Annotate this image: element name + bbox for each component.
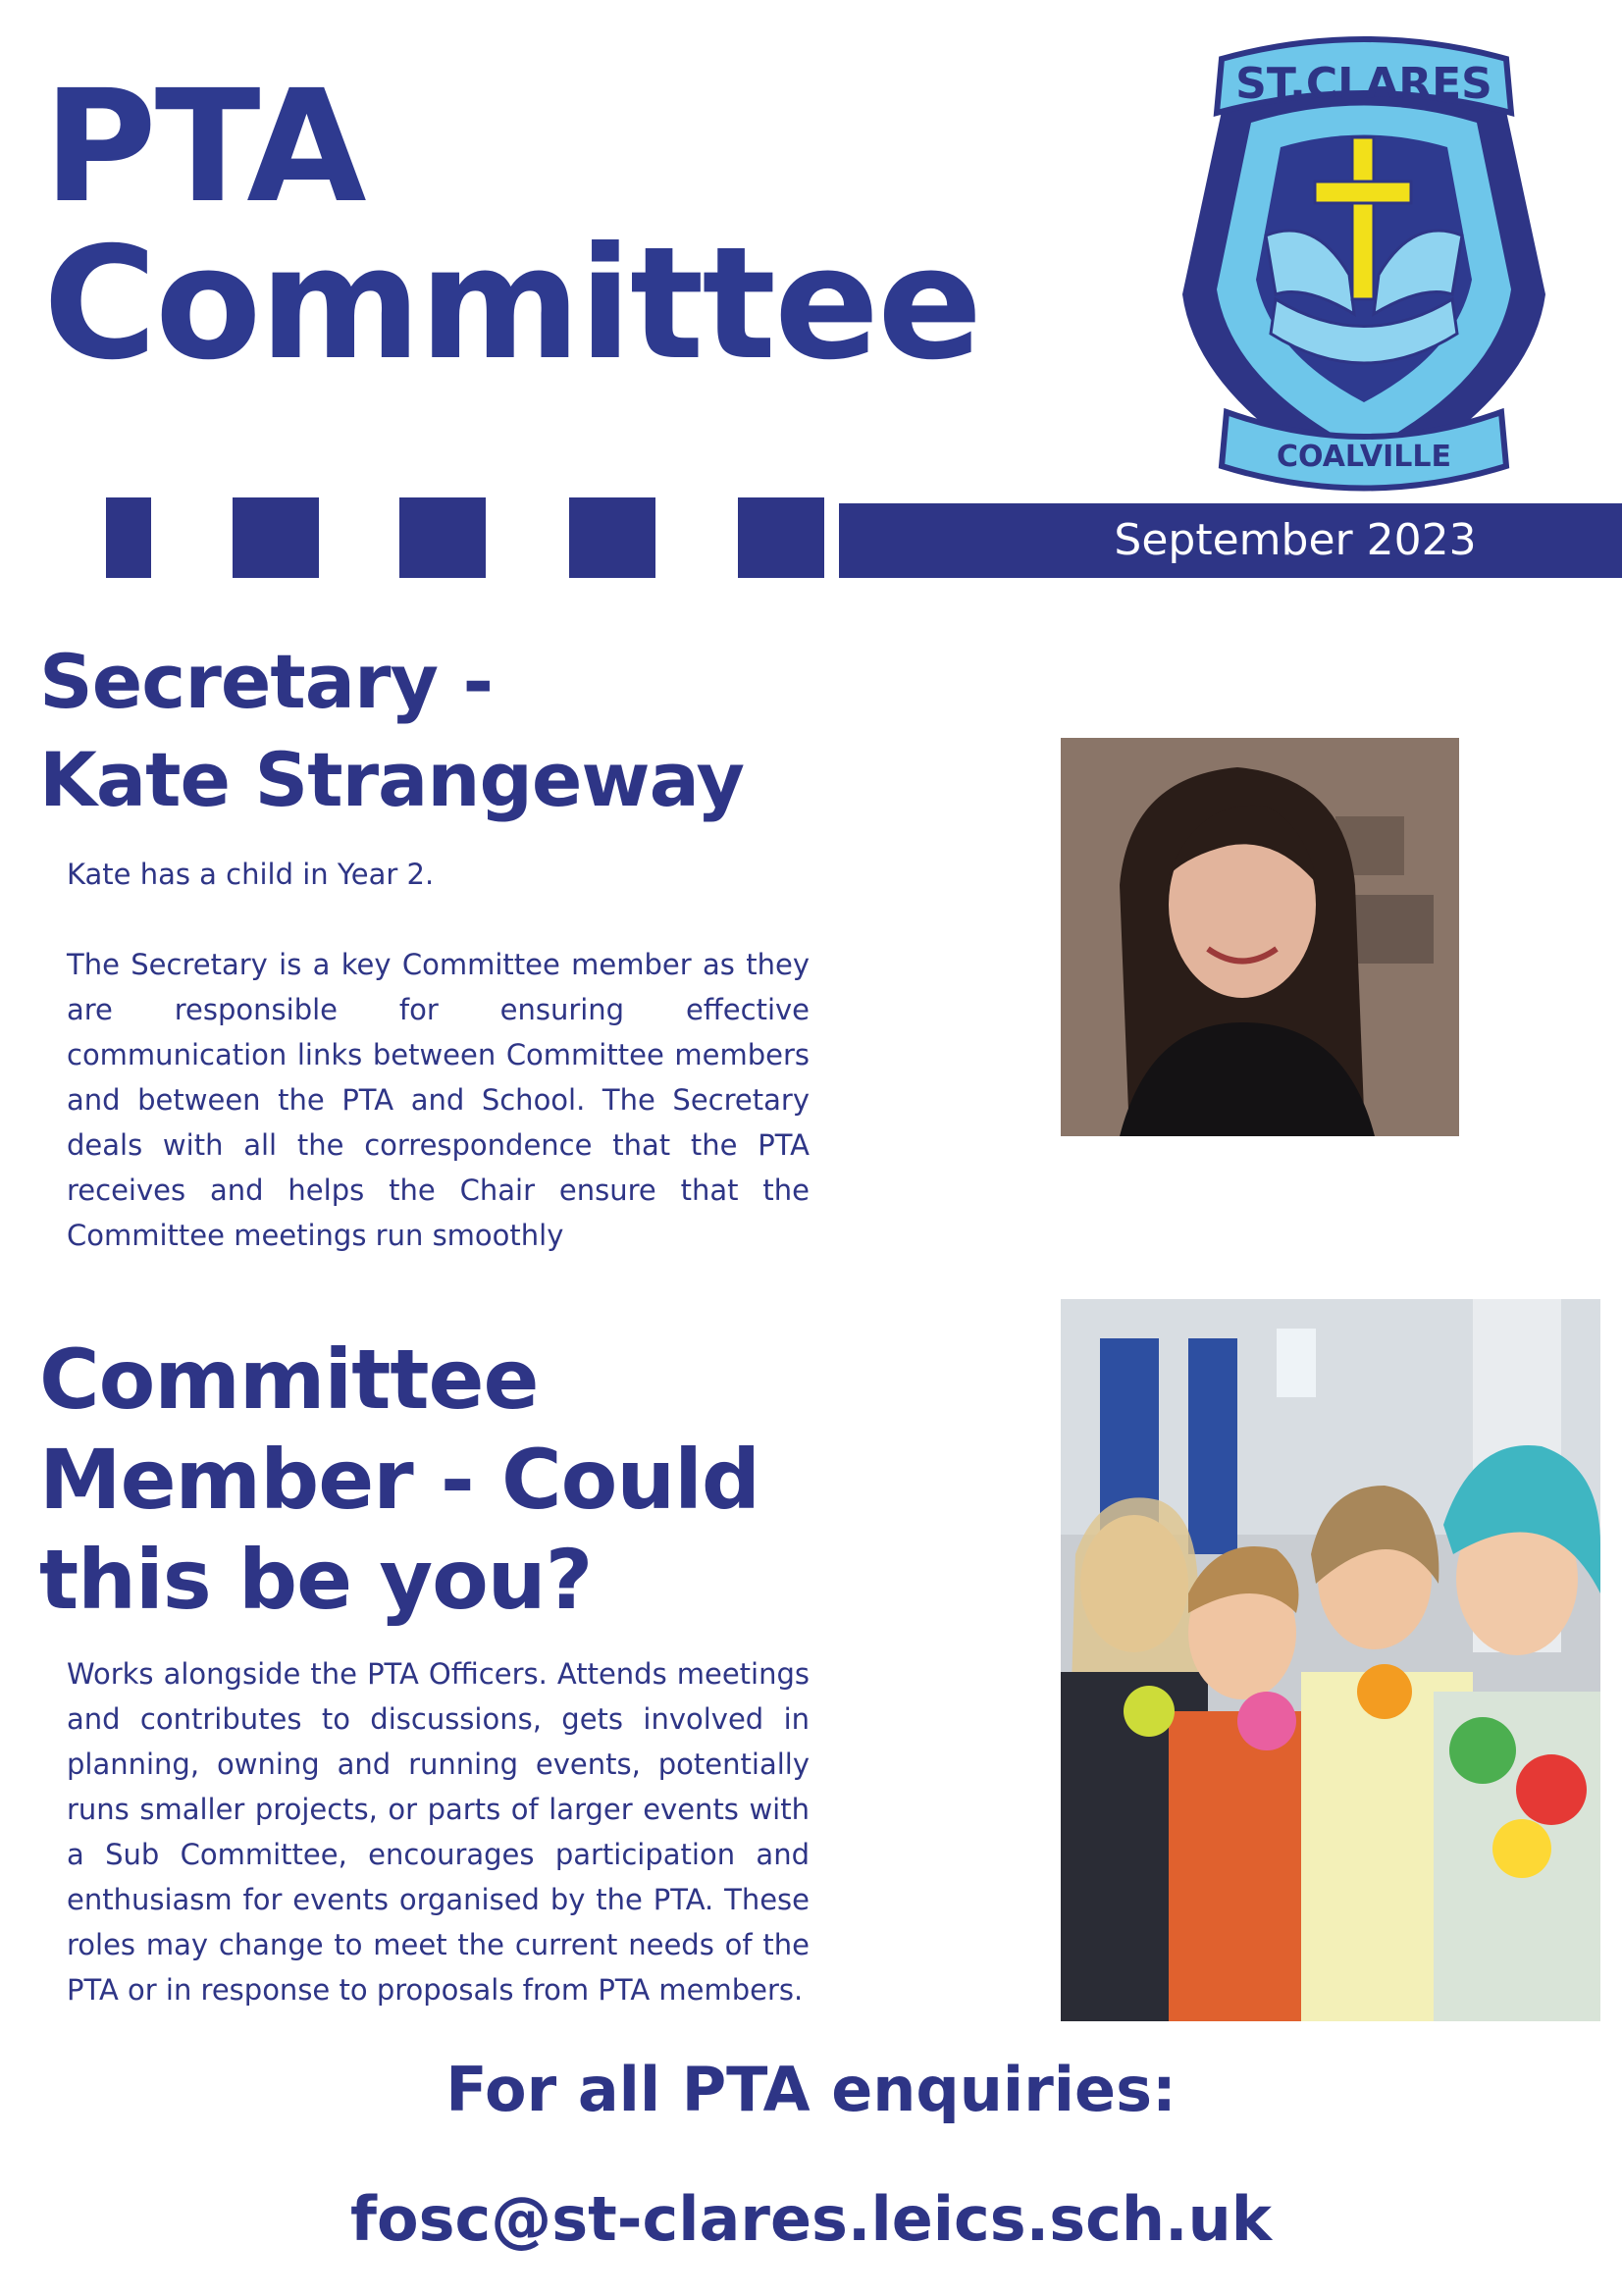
- secretary-description: The Secretary is a key Committee member as they are responsible for ensuring effective communication links between Committee members and between the PTA and School. The Secretary deals with all the correspondence that the PTA receives and helps the Chair ensure that the Committee meetings run smoothly: [67, 948, 810, 1252]
- committee-member-heading-line1: Committee: [39, 1331, 539, 1428]
- decor-square: [106, 497, 151, 578]
- secretary-intro: Kate has a child in Year 2.: [67, 858, 435, 891]
- page-title-line2: Committee: [43, 214, 981, 394]
- committee-member-heading: [39, 1330, 759, 1630]
- secretary-heading: [39, 633, 744, 829]
- enquiries-title: For all PTA enquiries:: [445, 2054, 1177, 2125]
- committee-group-photo: [1061, 1299, 1600, 2021]
- crest-bottom-text: COALVILLE: [1276, 440, 1452, 474]
- enquiries-email[interactable]: fosc@st-clares.leics.sch.uk: [350, 2183, 1272, 2255]
- issue-date: September 2023: [1114, 515, 1477, 565]
- decor-square: [738, 497, 824, 578]
- page-title: [43, 57, 981, 394]
- committee-member-description: Works alongside the PTA Officers. Attends meetings and contributes to discussions, gets involved in planning, owning and running events, potentially runs smaller projects, or parts of larger events with a Sub Committee, encourages participation and enthusiasm for events organised by the PTA. These roles may change to meet the current needs of the PTA or in response to proposals from PTA members.: [67, 1657, 810, 2007]
- secretary-heading-line1: Secretary -: [39, 638, 493, 725]
- committee-member-heading-line2: Member - Could: [39, 1432, 760, 1528]
- page-title-line1: PTA: [43, 57, 365, 237]
- secretary-heading-line2: Kate Strangeway: [39, 736, 745, 823]
- crest-top-text: ST.CLARES: [1235, 59, 1492, 109]
- secretary-photo: [1061, 738, 1459, 1136]
- committee-member-heading-line3: this be you?: [39, 1532, 593, 1628]
- decor-square: [233, 497, 319, 578]
- decor-square: [569, 497, 655, 578]
- decor-square: [399, 497, 486, 578]
- school-crest-logo: [1168, 29, 1560, 510]
